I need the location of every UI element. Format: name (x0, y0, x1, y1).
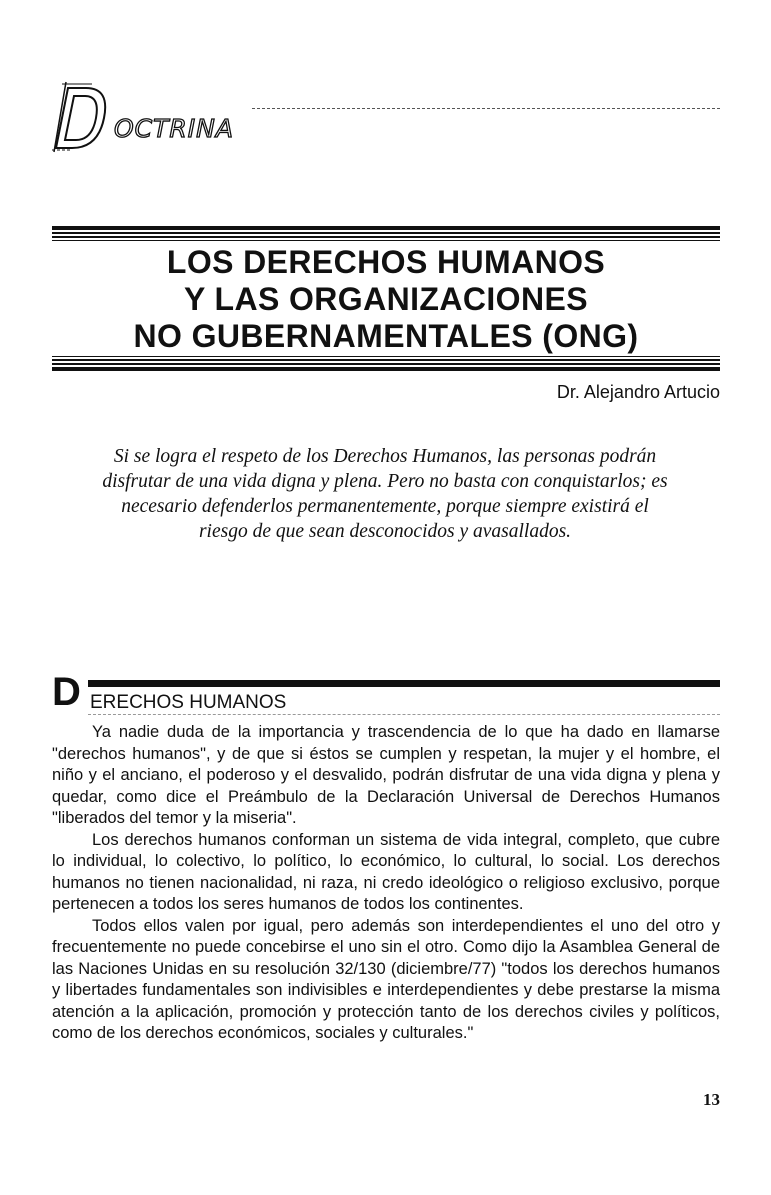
page-number: 13 (703, 1090, 720, 1109)
title-bottom-rules (52, 356, 720, 371)
article-title (52, 244, 720, 355)
paragraph: Ya nadie duda de la importancia y trascendencia de lo que ha dado en llamarse "derechos humanos", y de que si éstos se cumplen y respetan, la mujer y el hombre, el niño y el anciano, el poderoso y el desvalido, podrán disfrutar de una vida digna y plena y quedar, como dice el Preámbulo de la Declaración Universal de Derechos Humanos "liberados del temor y la miseria". (52, 723, 720, 827)
section-heading (52, 672, 720, 718)
paragraph: Todos ellos valen por igual, pero además son interdependientes el uno del otro y frecuentemente no puede concebirse el uno sin el otro. Como dijo la Asamblea General de las Naciones Unidas en su resolución 32/130 (diciembre/77) "todos los derechos humanos y libertades fundamentales son indivisibles e interdependientes y debe prestarse la misma atención a la aplicación, promoción y protección tanto de los derechos civiles y políticos, como de los derechos económicos, sociales y culturales." (52, 916, 720, 1042)
section-label: OCTRINA (114, 114, 234, 143)
title-line-3: NO GUBERNAMENTALES (ONG) (133, 318, 639, 354)
section-header (52, 78, 720, 158)
outlined-letter-d-icon (52, 78, 114, 154)
paragraph: Los derechos humanos conforman un sistema de vida integral, completo, que cubre lo individual, lo colectivo, lo político, lo económico, lo cultural, lo social. Los derechos humanos no tienen nacionalidad, ni raza, ni credo ideológico o religioso exclusivo, porque pertenecen a todos los seres humanos de todos los continentes. (52, 830, 720, 913)
section-heading-text: ERECHOS HUMANOS (90, 692, 287, 713)
article-author: Dr. Alejandro Artucio (556, 382, 720, 402)
title-line-1: LOS DERECHOS HUMANOS (166, 244, 606, 280)
title-top-rules (52, 226, 720, 241)
section-heading-initial: D (52, 670, 81, 714)
section-heading-bar (88, 680, 720, 687)
section-initial: D (79, 126, 81, 127)
section-header-rule (252, 108, 720, 109)
title-line-2: Y LAS ORGANIZACIONES (184, 281, 588, 317)
article-body (52, 722, 720, 1045)
section-heading-rule (88, 714, 720, 715)
article-abstract: Si se logra el respeto de los Derechos Humanos, las personas podrán disfrutar de una vida digna y plena. Pero no basta con conquistarlos; es necesario defenderlos permanentemente, porque siempre existirá el riesgo de que sean desconocidos y avasallados. (102, 446, 668, 542)
